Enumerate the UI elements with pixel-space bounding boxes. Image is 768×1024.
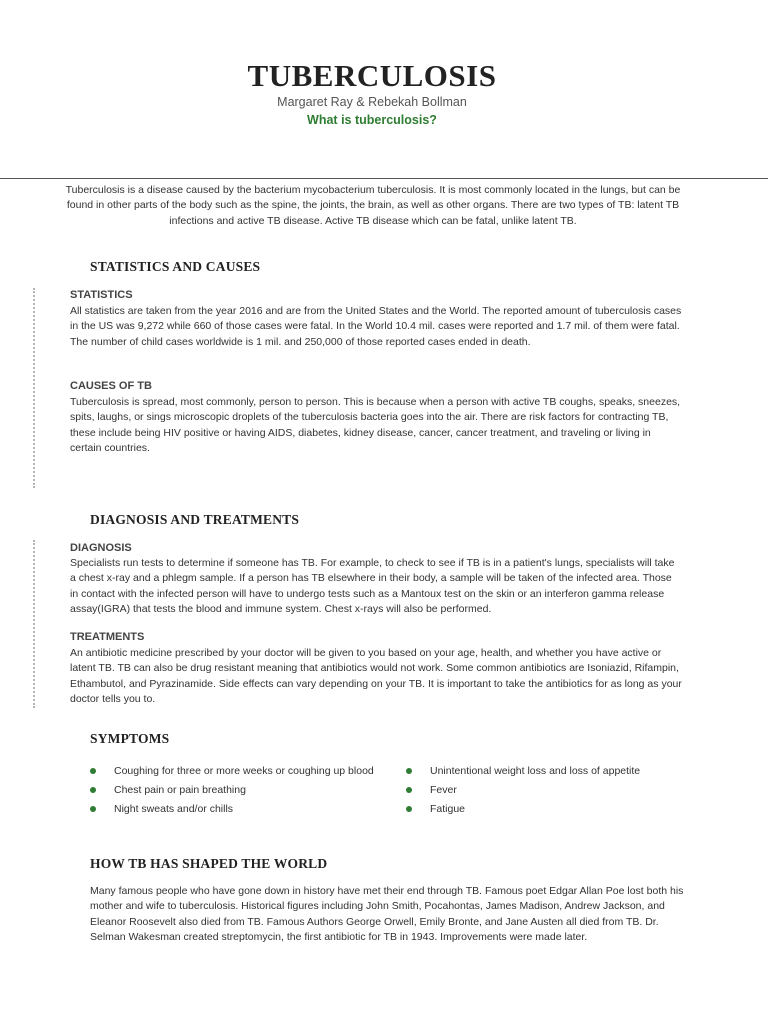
list-item: Night sweats and/or chills [90, 802, 380, 817]
document-subtitle: What is tuberculosis? [307, 113, 437, 127]
subheading-diagnosis: DIAGNOSIS [70, 542, 132, 554]
margin-dotted-bar [33, 540, 35, 708]
bullet-icon [90, 768, 96, 774]
list-item: Fever [406, 783, 696, 798]
subheading-causes: CAUSES OF TB [70, 380, 152, 392]
bullet-icon [406, 768, 412, 774]
section-heading-symptoms: SYMPTOMS [90, 731, 170, 746]
document-authors: Margaret Ray & Rebekah Bollman [277, 95, 467, 109]
margin-dotted-bar [33, 288, 35, 488]
document-title: TUBERCULOSIS [247, 58, 497, 93]
list-item: Fatigue [406, 802, 696, 817]
subheading-statistics: STATISTICS [70, 289, 133, 301]
section-heading-world: HOW TB HAS SHAPED THE WORLD [90, 856, 328, 871]
world-paragraph: Many famous people who have gone down in history have met their end through TB. Famous poet Edgar Allan Poe lost both his mother and wife to tuberculosis. Historical figures including John Smith, Pocahontas, James Madison, Andrew Jackson, and Eleanor Roosevelt also died from TB. Famous Authors George Orwell, Emily Bronte, and Jane Austen all died from TB. Dr. Selman Wakesman created streptomycin, the first antibiotic for TB in 1943. Improvements were made later. [90, 885, 684, 943]
bullet-icon [90, 806, 96, 812]
header-divider [0, 178, 768, 179]
statistics-paragraph: All statistics are taken from the year 2016 and are from the United States and the World. The reported amount of tuberculosis cases in the US was 9,272 while 660 of those cases were fatal. In the World 10.4 mil. cases were reported and 1.7 mil. of them were fatal. The number of child cases worldwide is 1 mil. and 250,000 of those reported cases ended in death. [70, 305, 682, 348]
bullet-icon [406, 806, 412, 812]
subheading-treatments: TREATMENTS [70, 631, 145, 643]
list-item: Chest pain or pain breathing [90, 783, 380, 798]
bullet-icon [406, 787, 412, 793]
section-heading-statistics-causes: STATISTICS AND CAUSES [90, 259, 261, 274]
symptoms-list-right [406, 764, 696, 821]
symptoms-list-left [90, 764, 380, 821]
intro-paragraph: Tuberculosis is a disease caused by the bacterium mycobacterium tuberculosis. It is most commonly located in the lungs, but can be found in other parts of the body such as the spine, the joints, the brain, as well as other organs. There are two types of TB: latent TB infections and active TB disease. Active TB disease which can be fatal, unlike latent TB. [65, 184, 681, 227]
treatments-paragraph: An antibiotic medicine prescribed by your doctor will be given to you based on your age, health, and whether you have active or latent TB. TB can also be drug resistant meaning that antibiotics would not work. Some common antibiotics are Isoniazid, Rifampin, Ethambutol, and Pyrazinamide. Side effects can vary depending on your TB. It is important to take the antibiotics for as long as your doctor tells you to. [70, 647, 682, 705]
diagnosis-paragraph: Specialists run tests to determine if someone has TB. For example, to check to see if TB is in a patient's lungs, specialists will take a chest x-ray and a phlegm sample. If a person has TB elsewhere in their body, a sample will be taken of the infected area. Those in contact with the infected person will have to undergo tests such as a Mantoux test on the skin or an interferon gamma release assay(IGRA) that tests the blood and immune system. Chest x-rays will also be performed. [70, 557, 675, 615]
causes-paragraph: Tuberculosis is spread, most commonly, person to person. This is because when a person with active TB coughs, speaks, sneezes, spits, laughs, or sings microscopic droplets of the tuberculosis bacteria goes into the air. There are risk factors for contracting TB, these include being HIV positive or having AIDS, diabetes, kidney disease, cancer, cancer treatment, and traveling or living in certain countries. [70, 396, 681, 454]
list-item: Unintentional weight loss and loss of appetite [406, 764, 696, 779]
bullet-icon [90, 787, 96, 793]
section-heading-diagnosis-treatments: DIAGNOSIS AND TREATMENTS [90, 512, 300, 527]
list-item: Coughing for three or more weeks or coughing up blood [90, 764, 380, 779]
